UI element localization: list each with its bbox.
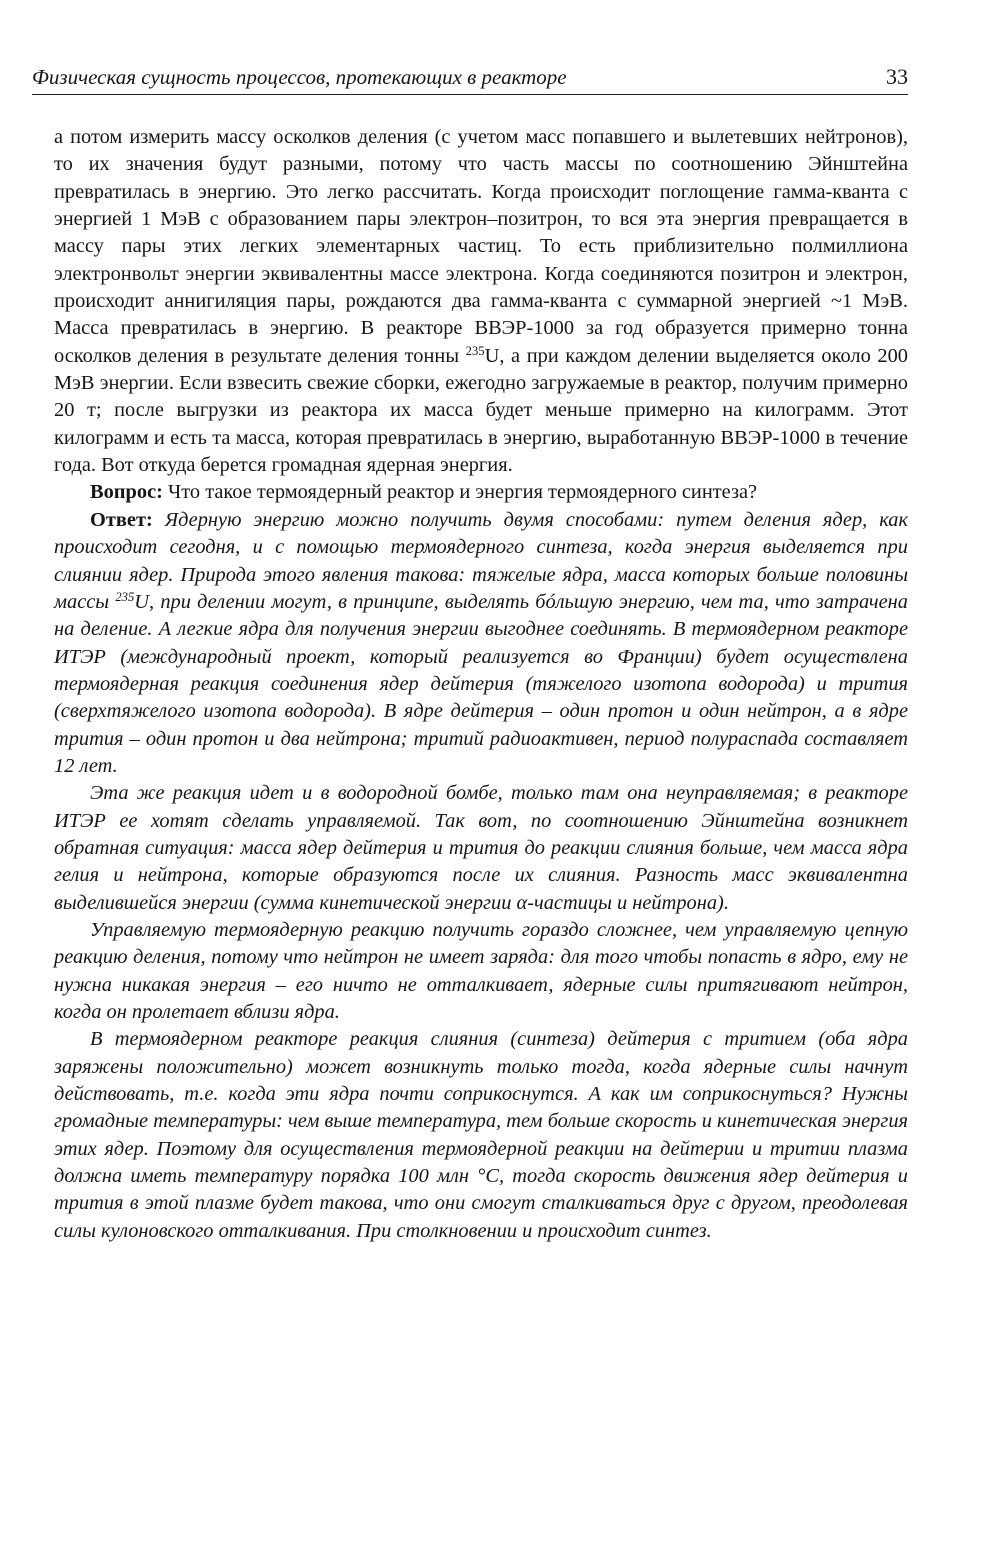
paragraph-text: а потом измерить массу осколков деления (с учетом масс попавшего и вылетевших нейтронов), то их значения будут разными, потому что часть массы по соотношению Эйнштейна превратилась в энергию. Это легко рассчитать. Когда происходит поглощение гамма-кванта с энергией 1 МэВ с образованием пары электрон–позитрон, то вся эта энергия превращается в массу пары этих легких элементарных частиц. То есть приблизительно полмиллиона электронвольт энергии эквивалентны массе электрона. Когда соединяются позитрон и электрон, происходит аннигиляция пары, рождаются два гамма-кванта с суммарной энергией ~1 МэВ. Масса превратилась в энергию. В реакторе ВВЭР-1000 за год образуется примерно тонна осколков деления в результате деления тонны — [54, 126, 908, 367]
paragraph-hydrogen-bomb: Эта же реакция идет и в водородной бомбе, только там она неуправляемая; в реакторе ИТЭР ее хотят сделать управляемой. Так вот, по соотношению Эйнштейна возникнет обратная ситуация: масса ядер дейтерия и трития до реакции слияния больше, чем масса ядра гелия и нейтрона, которые образуются после их слияния. Разность масс эквивалентна выделившейся энергии (сумма кинетической энергии α-частицы и нейтрона). — [54, 782, 908, 914]
paragraph-mass-defect — [54, 124, 908, 479]
paragraph-fusion-conditions: В термоядерном реакторе реакция слияния (синтеза) дейтерия с тритием (оба ядра заряжены положительно) может возникнуть только тогда, когда ядерные силы начнут действовать, т.е. когда эти ядра почти соприкоснутся. А как им соприкоснуться? Нужны громадные температуры: чем выше температура, тем больше скорость и кинетическая энергия этих ядер. Поэтому для осуществления термоядерной реакции на дейтерии и тритии плазма должна иметь температуру порядка 100 млн °С, тогда скорость движения ядер дейтерия и трития в этой плазме будет такова, что они смогут сталкиваться друг с другом, преодолевая силы кулоновского отталкивания. При столкновении и происходит синтез. — [54, 1028, 908, 1242]
answer-text: Ядерную энергию можно получить двумя способами: путем деления ядер, как происходит сегодня, и с помощью термоядерного синтеза, когда энергия выделяется при слиянии ядер. Природа этого явления такова: тяжелые ядра, масса которых больше половины массы — [54, 508, 908, 613]
paragraph-controlled-reaction: Управляемую термоядерную реакцию получить гораздо сложнее, чем управляемую цепную реакцию деления, потому что нейтрон не имеет заряда: для того чтобы попасть в ядро, ему не нужна никакая энергия – его ничто не отталкивает, ядерные силы притягивают нейтрон, когда он пролетает вблизи ядра. — [54, 918, 908, 1023]
running-title: Физическая сущность процессов, протекающих в реакторе — [32, 65, 567, 89]
page-body — [54, 124, 908, 1245]
running-header — [32, 60, 908, 95]
page-number: 33 — [886, 64, 908, 89]
paragraph-question — [54, 479, 908, 506]
question-label: Вопрос: — [90, 481, 163, 504]
question-text: Что такое термоядерный реактор и энергия термоядерного синтеза? — [162, 481, 758, 504]
paragraph-answer — [54, 507, 908, 780]
answer-label: Ответ: — [90, 508, 153, 531]
isotope-superscript: 235 — [115, 589, 135, 604]
isotope-superscript: 235 — [465, 343, 485, 358]
answer-text: U, при делении могут, в принципе, выделять бóльшую энергию, чем та, что затрачена на деление. А легкие ядра для получения энергии выгоднее соединять. В термоядерном реакторе ИТЭР (международный проект, который реализуется во Франции) будет осуществлена термоядерная реакция соединения ядер дейтерия (тяжелого изотопа водорода) и трития (сверхтяжелого изотопа водорода). В ядре дейтерия – один протон и один нейтрон, а в ядре трития – один протон и два нейтрона; тритий радиоактивен, период полураспада составляет 12 лет. — [54, 590, 908, 777]
paragraph-text: U, а при каждом делении выделяется около 200 МэВ энергии. Если взвесить свежие сборки, ежегодно загружаемые в реактор, получим примерно 20 т; после выгрузки из реактора их масса будет меньше примерно на килограмм. Этот килограмм и есть та масса, которая превратилась в энергию, выработанную ВВЭР-1000 в течение года. Вот откуда берется громадная ядерная энергия. — [54, 344, 909, 477]
